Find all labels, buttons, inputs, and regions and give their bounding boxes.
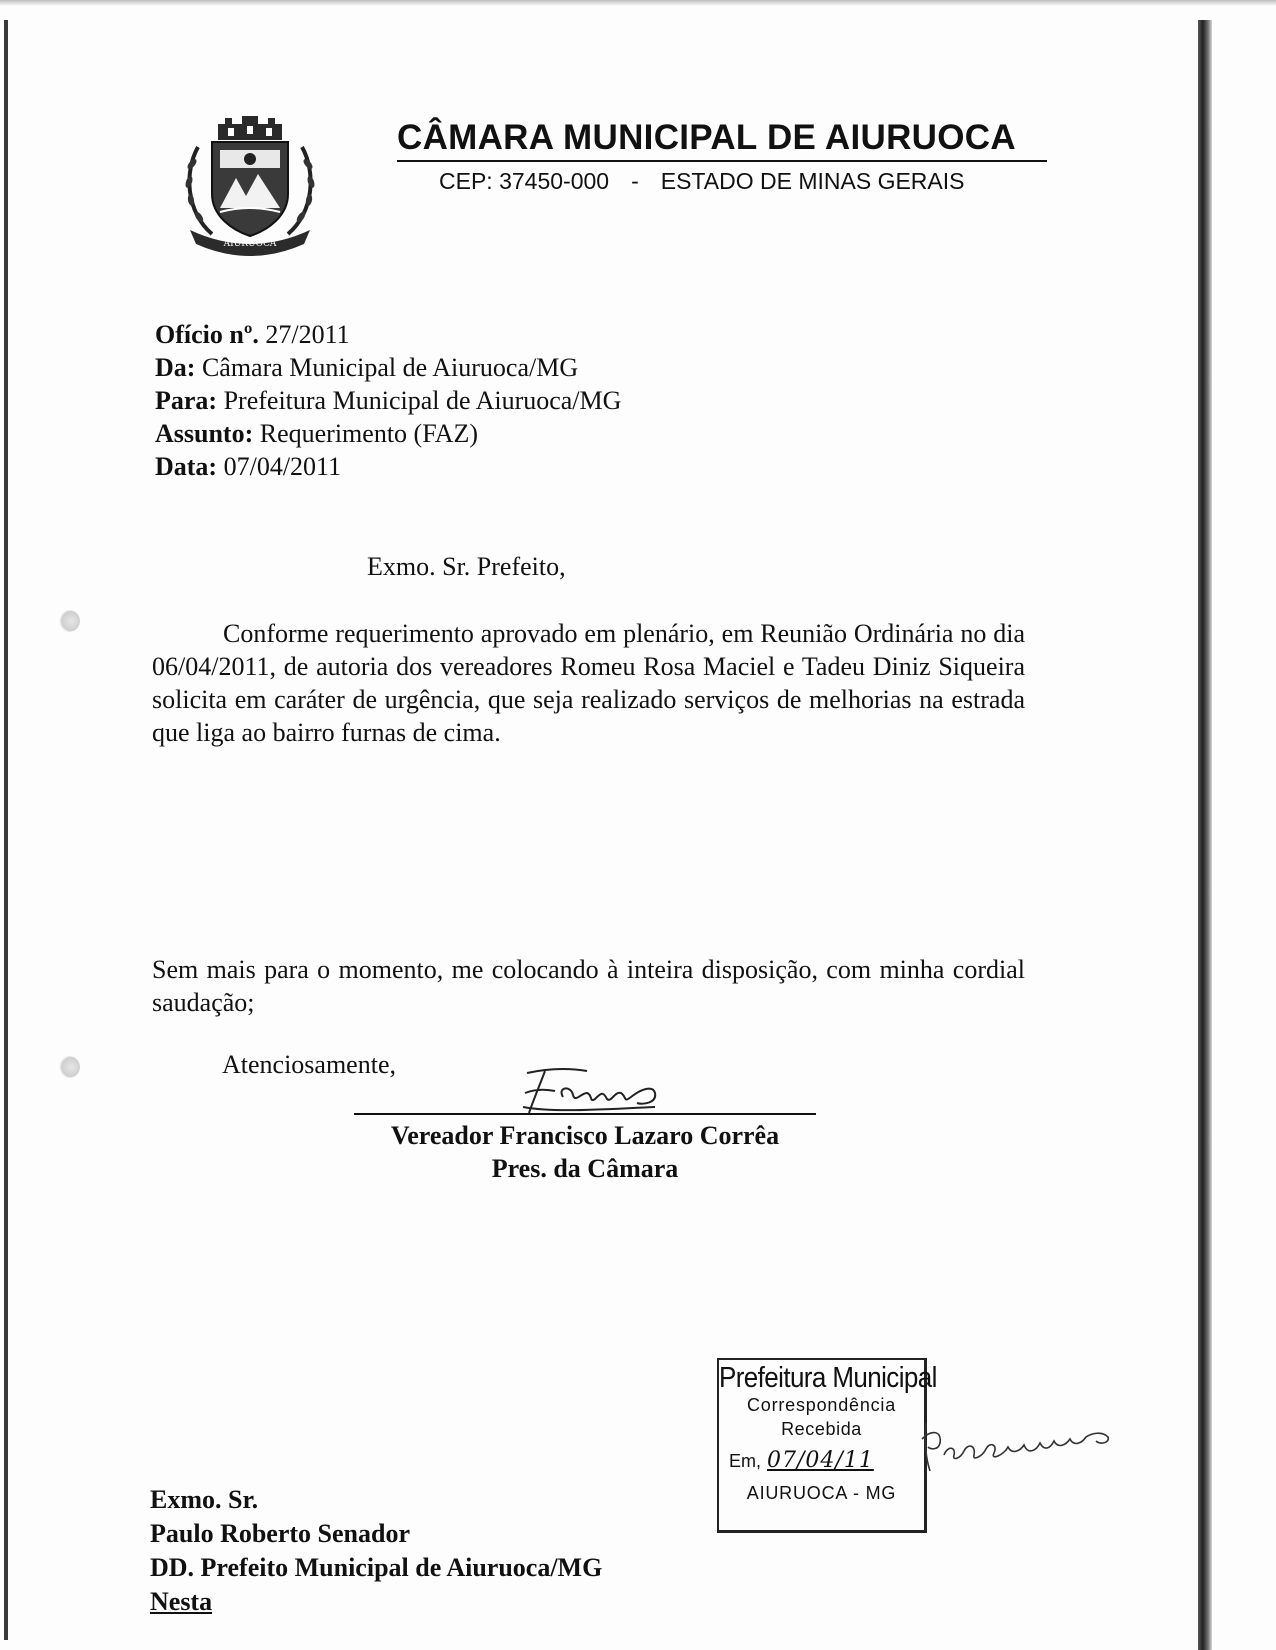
title-underline (397, 160, 1047, 162)
meta-date: Data: 07/04/2011 (155, 452, 342, 481)
stamp-date-prefix: Em, (729, 1451, 762, 1471)
municipal-crest-logo (180, 112, 320, 262)
recipient-name: Paulo Roberto Senador (150, 1519, 410, 1548)
stamp-line-received: Recebida (781, 1419, 862, 1439)
punch-hole-mark (58, 610, 80, 632)
stamp-footer: AIURUOCA - MG (746, 1483, 897, 1503)
recipient-local: Nesta (150, 1587, 213, 1616)
scan-edge-right (1198, 20, 1212, 1650)
letter-metadata (155, 318, 621, 483)
recipient-position: DD. Prefeito Municipal de Aiuruoca/MG (150, 1553, 603, 1582)
signature-line (354, 1113, 816, 1115)
signer-block (354, 1119, 816, 1185)
stamp-date-row (719, 1448, 924, 1473)
scan-edge-left (4, 20, 8, 1640)
regards-text: Atenciosamente, (222, 1050, 396, 1079)
stamp-title: Prefeitura Municipal (719, 1360, 937, 1394)
svg-text:AIURUOCA: AIURUOCA (223, 239, 277, 249)
meta-to: Para: Prefeitura Municipal de Aiuruoca/MG (155, 386, 622, 415)
stamp-line-correspondence: Correspondência (746, 1395, 897, 1415)
punch-hole-mark (58, 1056, 80, 1078)
closing-paragraph: Sem mais para o momento, me colocando à inteira disposição, com minha cordial saudação; (152, 955, 1025, 1017)
stamp-receiver-signature (920, 1415, 1125, 1475)
institution-subtitle (439, 168, 965, 195)
institution-title: CÂMARA MUNICIPAL DE AIURUOCA (397, 118, 1016, 157)
signer-name: Vereador Francisco Lazaro Corrêa (390, 1121, 780, 1150)
body-paragraph: Conforme requerimento aprovado em plenário, em Reunião Ordinária no dia 06/04/2011, de autoria dos vereadores Romeu Rosa Maciel e Tadeu Diniz Siqueira solicita em caráter de urgência, que seja realizado serviços de melhorias na estrada que liga ao bairro furnas de cima. (152, 619, 1025, 747)
meta-subject: Assunto: Requerimento (FAZ) (155, 419, 479, 448)
subtitle-separator: - (631, 168, 639, 194)
received-stamp (717, 1358, 937, 1533)
cep-text: CEP: 37450-000 (439, 168, 610, 194)
salutation: Exmo. Sr. Prefeito, (367, 552, 566, 581)
stamp-date-value: 07/04/11 (767, 1448, 874, 1473)
signer-role: Pres. da Câmara (491, 1154, 679, 1183)
recipient-title: Exmo. Sr. (150, 1485, 259, 1514)
meta-from: Da: Câmara Municipal de Aiuruoca/MG (155, 353, 579, 382)
recipient-block (150, 1483, 602, 1619)
meta-oficio: Ofício nº. 27/2011 (155, 320, 350, 349)
scan-edge-top (0, 0, 1276, 6)
state-text: ESTADO DE MINAS GERAIS (660, 168, 965, 194)
